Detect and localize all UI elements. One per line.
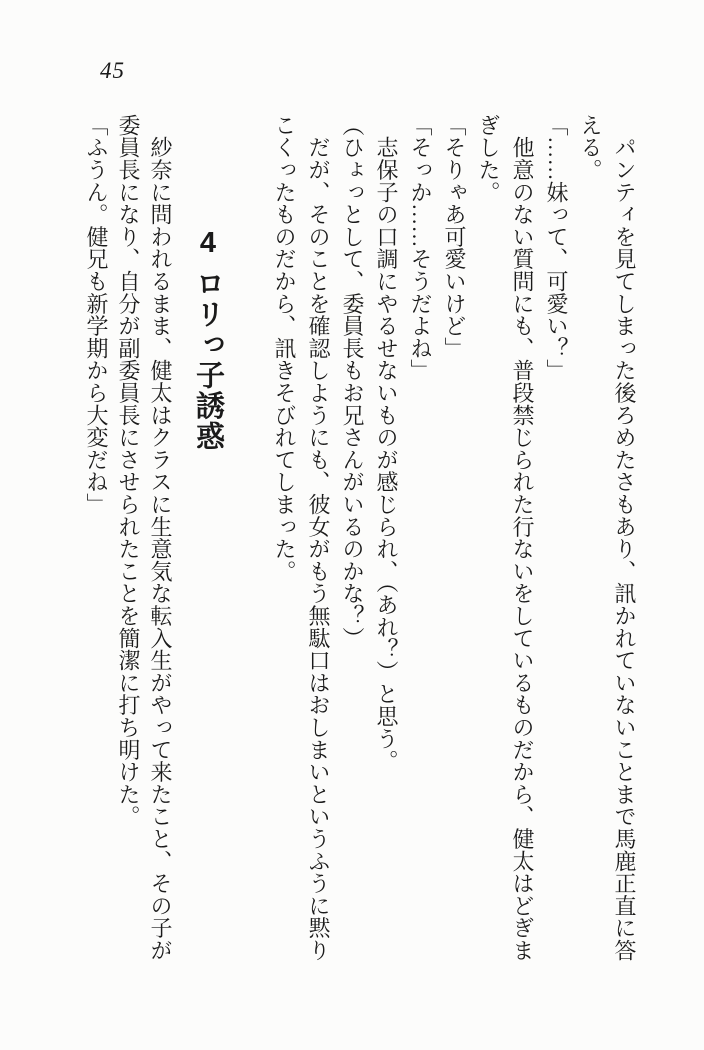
text-column: 紗奈に問われるまま、健太はクラスに生意気な転入生がやって来たこと、その子が [148,114,173,962]
text-column: 「ふうん。健兄も新学期から大変だね」 [84,114,109,516]
text-column: える。 [578,114,603,181]
text-column: 「……妹って、可愛い？」 [544,114,569,382]
text-column: （ひょっとして、委員長もお兄さんがいるのかな？） [340,114,365,650]
vertical-text-block [80,114,641,974]
text-column: 委員長になり、自分が副委員長にさせられたことを簡潔に打ち明けた。 [116,114,141,828]
text-column: だが、そのことを確認しようにも、彼女がもう無駄口はおしまいというふうに黙り [306,114,331,962]
text-column: パンティを見てしまった後ろめたさもあり、訊かれていないことまで馬鹿正直に答 [612,114,637,962]
text-column: 志保子の口調にやるせないものが感じられ、（あれ？）と思う。 [374,114,399,772]
text-column: 「そっか……そうだよね」 [408,114,433,382]
page-number: 45 [100,58,125,83]
text-column: こくったものだから、訊きそびれてしまった。 [272,114,297,583]
text-column: ぎした。 [476,114,501,204]
chapter-heading [189,114,227,974]
chapter-title: ロリっ子誘惑 [192,268,224,452]
chapter-number: 4 [192,227,224,261]
text-column: 他意のない質問にも、普段禁じられた行ないをしているものだから、健太はどぎま [510,114,535,962]
text-column: 「そりゃあ可愛いけど」 [442,114,467,360]
